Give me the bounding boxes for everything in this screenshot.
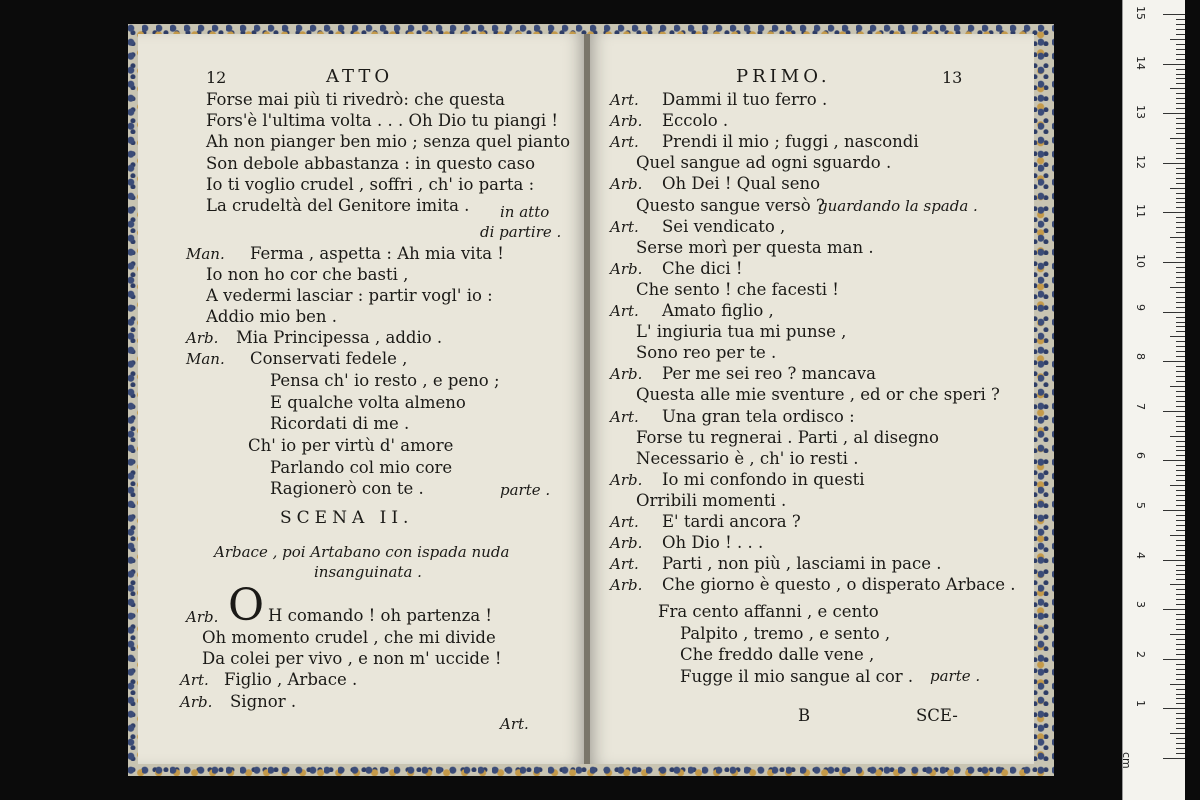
ruler-tick [1176,723,1185,724]
speaker-label: Arb. [180,693,213,711]
ruler-tick [1176,222,1185,223]
ruler-tick [1176,589,1185,590]
verse-line: Prendi il mio ; fuggi , nascondi [662,132,919,152]
ruler-tick [1163,560,1185,561]
ruler-tick [1170,237,1185,238]
stage-direction: guardando la spada . [818,197,978,215]
ruler-tick [1176,153,1185,154]
verse-line: Addio mio ben . [206,307,338,326]
ruler-tick [1176,490,1185,491]
ruler-number: 1 [1134,700,1147,708]
verse-line: Sono reo per te . [636,343,777,363]
verse-line: L' ingiuria tua mi punse , [636,322,847,342]
running-head-right: PRIMO. [736,66,831,87]
ruler-tick [1170,584,1185,585]
ruler-tick [1176,242,1185,243]
verse-line: E' tardi ancora ? [662,512,801,531]
scene-description: Arbace , poi Artabano con ispada nuda [214,543,510,561]
ruler-tick [1176,629,1185,630]
signature-mark: B [798,706,811,725]
verse-line: Parti , non più , lasciami in pace . [662,554,942,574]
ruler-tick [1176,465,1185,466]
ruler-tick [1176,282,1185,283]
ruler-tick [1176,178,1185,179]
ruler-tick [1176,679,1185,680]
ruler-tick [1176,431,1185,432]
ruler-tick [1176,599,1185,600]
speaker-label: Art. [610,555,639,574]
ruler-tick [1176,728,1185,729]
verse-line: La crudeltà del Genitore imita . [206,196,470,215]
ruler-tick [1170,733,1185,734]
ruler-tick [1176,247,1185,248]
verse-line: Necessario è , ch' io resti . [636,448,859,468]
speaker-label: Arb. [610,576,643,595]
ruler-tick [1170,535,1185,536]
verse-line: Sei vendicato , [662,216,786,236]
speaker-label: Art. [610,407,639,426]
ruler-tick [1176,331,1185,332]
ruler-number: 9 [1134,303,1147,311]
ruler-tick [1176,302,1185,303]
ruler-tick [1176,525,1185,526]
verse-line: Che sento ! che facesti ! [636,279,839,299]
ruler-tick [1170,634,1185,635]
verse-line: Ch' io per virtù d' amore [248,436,454,455]
stage-direction: parte . [930,667,981,685]
ruler-tick [1176,406,1185,407]
verse-line: Fugge il mio sangue al cor . [680,666,914,686]
ruler-tick [1176,470,1185,471]
ruler-tick [1176,738,1185,739]
ruler-tick [1176,614,1185,615]
ruler-tick [1176,143,1185,144]
ruler-tick [1176,664,1185,665]
ruler-tick [1176,317,1185,318]
ruler-tick [1176,24,1185,25]
ruler-tick [1176,703,1185,704]
speaker-label: Arb. [610,470,643,489]
verse-line: Fors'è l'ultima volta . . . Oh Dio tu piangi ! [206,111,559,131]
ruler-tick [1176,326,1185,327]
ruler-tick [1176,34,1185,35]
ruler-tick [1176,574,1185,575]
ruler-tick [1176,500,1185,501]
verse-line: Serse morì per questa man . [636,237,874,257]
verse-line: Oh momento crudel , che mi divide [202,628,496,647]
ruler-tick [1163,64,1185,65]
ruler-tick [1176,619,1185,620]
ruler-tick [1176,391,1185,392]
verse-line: Forse mai più ti rivedrò: che questa [206,90,505,109]
verse-line: Eccolo . [662,111,729,131]
ruler-tick [1176,426,1185,427]
right-page [590,34,1034,764]
ruler-tick [1163,361,1185,362]
verse-line: Ah non pianger ben mio ; senza quel pianto [206,132,571,152]
scene-title: SCENA II. [280,508,414,528]
ruler-number: 3 [1134,601,1147,609]
ruler-tick [1176,441,1185,442]
ruler-tick [1176,604,1185,605]
ruler-tick [1176,83,1185,84]
ruler-tick [1163,163,1185,164]
ruler-tick [1176,44,1185,45]
ruler-number: 8 [1134,353,1147,361]
verse-line: Una gran tela ordisco : [662,406,855,426]
verse-line: Io ti voglio crudel , soffri , ch' io parta : [206,174,535,194]
ruler-tick [1176,698,1185,699]
ruler-number: 11 [1134,204,1147,219]
ruler-tick [1176,103,1185,104]
verse-line: Figlio , Arbace . [224,670,358,689]
ruler-tick [1176,416,1185,417]
ruler-tick [1163,510,1185,511]
left-page [138,34,584,764]
ruler-tick [1176,148,1185,149]
ruler-tick [1176,674,1185,675]
ruler-tick [1176,713,1185,714]
ruler-tick [1176,545,1185,546]
ruler-tick [1176,74,1185,75]
ruler-tick [1176,78,1185,79]
ruler-tick [1176,480,1185,481]
ruler-number: 10 [1134,254,1147,268]
verse-line: Mia Principessa , addio . [236,328,443,347]
stage-direction: in atto [500,203,550,221]
ruler-unit: cm [1120,752,1133,769]
speaker-label: Arb. [610,534,643,553]
speaker-label: Art. [610,133,639,152]
ruler-tick [1176,297,1185,298]
verse-line: Son debole abbastanza : in questo caso [206,153,536,173]
speaker-label: Man. [186,350,225,368]
verse-line: Fra cento affanni , e cento [658,602,879,621]
ruler-tick [1163,460,1185,461]
speaker-label: Art. [610,217,639,236]
ruler-tick [1176,520,1185,521]
ruler-tick [1176,381,1185,382]
ruler-tick [1176,29,1185,30]
ruler-tick [1176,128,1185,129]
ruler-tick [1170,39,1185,40]
verse-line: Palpito , tremo , e sento , [680,623,891,643]
verse-line: Conservati fedele , [250,349,408,368]
speaker-label: Art. [180,671,209,689]
speaker-label: Arb. [610,259,643,278]
ruler-tick [1176,455,1185,456]
ruler-tick [1176,421,1185,422]
verse-line: A vedermi lasciar : partir vogl' io : [206,286,493,305]
ruler-tick [1176,624,1185,625]
catchword: SCE- [916,706,958,725]
speaker-label: Art. [610,513,639,531]
ruler-tick [1176,257,1185,258]
ruler-tick [1176,173,1185,174]
ruler-tick [1176,322,1185,323]
ruler-tick [1176,272,1185,273]
verse-line: Che freddo dalle vene , [680,645,875,664]
ruler-tick [1176,346,1185,347]
ruler-tick [1176,565,1185,566]
ruler-tick [1170,684,1185,685]
ruler-tick [1163,212,1185,213]
ruler-tick [1176,401,1185,402]
verse-line: Che giorno è questo , o disperato Arbace . [662,575,1016,595]
ruler-tick [1170,287,1185,288]
ruler-tick [1176,252,1185,253]
drop-cap: O [228,580,265,631]
ruler-tick [1176,694,1185,695]
verse-line: Che dici ! [662,258,743,278]
ruler-tick [1176,579,1185,580]
verse-line: E qualche volta almeno [270,392,466,412]
speaker-label: Arb. [610,365,643,384]
ruler-tick [1176,207,1185,208]
ruler-tick [1176,19,1185,20]
ruler-tick [1176,718,1185,719]
ruler-tick [1176,594,1185,595]
ruler-tick [1176,689,1185,690]
ruler-tick [1176,49,1185,50]
ruler-tick [1176,366,1185,367]
ruler-tick [1176,371,1185,372]
ruler-number: 12 [1134,154,1147,169]
ruler-tick [1176,475,1185,476]
ruler-tick [1176,118,1185,119]
speaker-label: Art. [610,91,639,109]
ruler-tick [1176,267,1185,268]
ruler-tick [1176,555,1185,556]
ruler-tick [1176,202,1185,203]
catchword: Art. [500,715,529,733]
ruler-tick [1176,183,1185,184]
ruler-tick [1176,639,1185,640]
ruler-tick [1176,351,1185,352]
verse-line: Ferma , aspetta : Ah mia vita ! [250,244,504,263]
ruler-tick [1176,515,1185,516]
ruler-number: 7 [1134,402,1147,410]
ruler-number: 4 [1134,551,1147,559]
ruler-tick [1176,446,1185,447]
ruler-tick [1176,133,1185,134]
ruler-tick [1176,168,1185,169]
ruler-tick [1176,654,1185,655]
verse-line: Forse tu regnerai . Parti , al disegno [636,427,939,447]
verse-line: Per me sei reo ? mancava [662,364,876,384]
speaker-label: Art. [610,302,639,320]
ruler-tick [1176,198,1185,199]
speaker-label: Arb. [610,175,643,194]
ruler-tick [1163,659,1185,660]
ruler-tick [1176,158,1185,159]
ruler-tick [1176,193,1185,194]
ruler-tick [1176,98,1185,99]
verse-line: Io non ho cor che basti , [206,265,409,284]
page-number-left: 12 [206,68,227,87]
verse-line: Signor . [230,692,297,711]
ruler-tick [1176,93,1185,94]
stage-direction: di partire . [480,223,562,241]
page-number-right: 13 [942,68,963,87]
ruler-tick [1176,743,1185,744]
ruler-tick [1176,69,1185,70]
ruler-tick [1176,341,1185,342]
speaker-label: Man. [186,245,225,263]
verse-line: Questa alle mie sventure , ed or che speri ? [636,385,1000,405]
ruler-tick [1163,609,1185,610]
ruler-tick [1163,113,1185,114]
ruler-tick [1170,485,1185,486]
ruler-tick [1176,376,1185,377]
verse-line: Oh Dio ! . . . [662,533,764,553]
stage-direction: parte . [500,481,551,499]
ruler-tick [1163,708,1185,709]
ruler-tick [1176,644,1185,645]
ruler-tick [1176,232,1185,233]
verse-line: Ragionerò con te . [270,479,424,498]
ruler-tick [1176,450,1185,451]
verse-line: Amato figlio , [662,301,774,320]
verse-line: Dammi il tuo ferro . [662,90,828,109]
running-head-left: ATTO [326,66,394,87]
ruler-tick [1176,59,1185,60]
verse-line: Io mi confondo in questi [662,469,865,489]
ruler-tick [1170,138,1185,139]
verse-line: Questo sangue versò ? [636,195,825,215]
ruler-tick [1176,108,1185,109]
verse-line: H comando ! oh partenza ! [268,606,493,625]
ruler-number: 6 [1134,452,1147,460]
ruler-tick [1176,356,1185,357]
verse-line: Ricordati di me . [270,414,410,433]
scene-description: insanguinata . [314,563,422,581]
ruler-number: 5 [1134,502,1147,509]
ruler-tick [1163,262,1185,263]
ruler-tick [1176,570,1185,571]
ruler-number: 15 [1134,6,1147,20]
verse-line: Quel sangue ad ogni sguardo . [636,153,892,173]
ruler-tick [1176,753,1185,754]
measurement-ruler [1122,0,1185,800]
ruler-tick [1170,386,1185,387]
speaker-label: Arb. [186,329,219,347]
ruler-number: 14 [1134,55,1147,70]
ruler-tick [1176,123,1185,124]
ruler-tick [1176,277,1185,278]
ruler-number: 13 [1134,105,1147,120]
ruler-tick [1176,748,1185,749]
ruler-number: 2 [1134,650,1147,658]
ruler-tick [1163,14,1185,15]
ruler-tick [1170,336,1185,337]
ruler-tick [1176,550,1185,551]
ruler-tick [1176,227,1185,228]
ruler-tick [1176,669,1185,670]
ruler-tick [1163,758,1185,759]
ruler-tick [1176,530,1185,531]
ruler-tick [1170,436,1185,437]
verse-line: Parlando col mio core [270,457,453,477]
ruler-tick [1163,312,1185,313]
ruler-tick [1163,411,1185,412]
verse-line: Oh Dei ! Qual seno [662,174,821,194]
ruler-tick [1176,495,1185,496]
verse-line: Orribili momenti . [636,490,787,510]
ruler-tick [1176,217,1185,218]
speaker-label: Arb. [610,112,643,131]
speaker-label: Arb. [186,608,219,626]
verse-line: Pensa ch' io resto , e peno ; [270,371,500,390]
ruler-tick [1176,505,1185,506]
ruler-tick [1176,540,1185,541]
ruler-tick [1176,292,1185,293]
ruler-tick [1170,188,1185,189]
ruler-tick [1176,307,1185,308]
ruler-tick [1170,88,1185,89]
ruler-tick [1176,649,1185,650]
ruler-tick [1176,396,1185,397]
ruler-tick [1176,54,1185,55]
verse-line: Da colei per vivo , e non m' uccide ! [202,649,502,668]
